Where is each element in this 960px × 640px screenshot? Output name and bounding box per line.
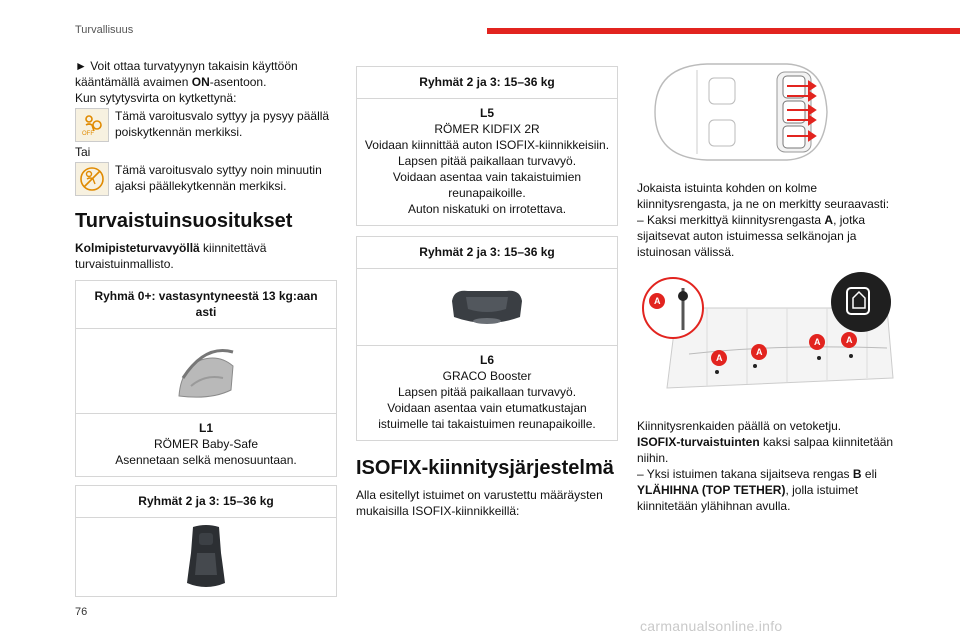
label-a-2: A <box>716 353 723 363</box>
intro-text: ► Voit ottaa turvatyynyn takaisin käyttöön kääntämällä avaimen <box>75 59 298 89</box>
isofix-rings-diagram <box>637 268 899 410</box>
desc-bold: Kolmipisteturvavyöllä <box>75 241 200 255</box>
warning-text-2: Tämä varoitusvalo syttyy noin minuutin ajaksi päällekytkennän merkiksi. <box>115 163 322 193</box>
watermark: carmanualsonline.info <box>640 618 783 634</box>
seat-table-l6 <box>356 236 618 441</box>
warning-row-2 <box>75 162 337 196</box>
seat-name: GRACO Booster <box>442 369 532 383</box>
infant-carrier-image <box>76 329 336 414</box>
page-number: 76 <box>75 606 88 618</box>
label-a-4: A <box>814 337 821 347</box>
table-header: Ryhmä 0+: vastasyntyneestä 13 kg:aan asti <box>76 281 336 329</box>
car-top-view-diagram <box>637 56 899 172</box>
column-3 <box>637 56 899 514</box>
booster-cushion-image <box>357 269 617 346</box>
seat-line-2: Voidaan asentaa vain etumatkustajan istuimelle tai takaistuimen reunapaikoille. <box>378 401 596 431</box>
seat-note: Asennetaan selkä menosuuntaan. <box>115 453 297 467</box>
seat-code: L1 <box>198 421 213 435</box>
p5-text: – Yksi istuimen takana sijaitseva rengas <box>637 467 853 481</box>
seat-code: L6 <box>479 353 494 367</box>
intro-text-end: -asentoon. <box>209 75 267 89</box>
label-a-3: A <box>756 347 763 357</box>
p5-bold-b: B <box>852 467 862 481</box>
rings-a-paragraph <box>637 212 899 260</box>
ignition-on-text: Kun sytytysvirta on kytkettynä: <box>75 91 237 105</box>
airbag-on-warning-icon <box>75 162 109 196</box>
p5-mid: eli <box>861 467 877 481</box>
zipper-paragraph: Kiinnitysrenkaiden päällä on vetoketju. <box>637 419 842 433</box>
p4-rest: kaksi salpaa kiinnitetään niihin. <box>637 435 894 465</box>
warning-row-1 <box>75 108 337 142</box>
label-a-5: A <box>846 335 853 345</box>
table-text <box>357 99 617 225</box>
isofix-heading: ISOFIX-kiinnitysjärjestelmä <box>356 457 614 479</box>
seat-name: RÖMER Baby-Safe <box>153 437 259 451</box>
p5-text-end: , jolla istuimet kiinnitetään ylähihnan avulla. <box>637 483 859 513</box>
table-header: Ryhmät 2 ja 3: 15–36 kg <box>76 486 336 518</box>
desc-rest: kiinnitettävä turvaistuinmallisto. <box>75 241 267 271</box>
seat-line-2: Lapsen pitää paikallaan turvavyö. <box>397 154 577 168</box>
seat-line-1: Lapsen pitää paikallaan turvavyö. <box>397 385 577 399</box>
column-2 <box>356 66 618 519</box>
header-accent-bar <box>487 28 960 34</box>
section-title: Turvallisuus <box>75 24 134 36</box>
seat-line-1: Voidaan kiinnittää auton ISOFIX-kiinnikkeisiin. <box>364 138 610 152</box>
warning-text-1: Tämä varoitusvalo syttyy ja pysyy päällä poiskytkennän merkiksi. <box>115 109 330 139</box>
p2-bold: A <box>824 213 834 227</box>
table-header: Ryhmät 2 ja 3: 15–36 kg <box>357 237 617 269</box>
seat-table-group23 <box>75 485 337 597</box>
or-text: Tai <box>75 145 91 159</box>
highback-booster-image <box>76 518 336 596</box>
airbag-off-warning-icon <box>75 108 109 142</box>
seat-line-3: Voidaan asentaa vain takaistuimien reunapaikoille. <box>392 170 582 200</box>
p5-bold-tether: YLÄHIHNA (TOP TETHER) <box>637 483 786 497</box>
top-tether-paragraph <box>637 466 899 514</box>
seat-name: RÖMER KIDFIX 2R <box>434 122 540 136</box>
seat-table-l5 <box>356 66 618 226</box>
table-header: Ryhmät 2 ja 3: 15–36 kg <box>357 67 617 99</box>
table-text <box>76 414 336 476</box>
seat-table-l1 <box>75 280 337 477</box>
intro-bold: ON <box>191 75 210 89</box>
table-text <box>357 346 617 440</box>
svg-text:OFF: OFF <box>82 131 94 137</box>
intro-paragraph <box>75 58 337 90</box>
recommendations-heading: Turvaistuinsuositukset <box>75 210 293 232</box>
recommendations-desc <box>75 240 337 272</box>
column-1 <box>75 58 337 597</box>
label-a-1: A <box>654 296 661 306</box>
p2-text: – Kaksi merkittyä kiinnitysrengasta <box>637 213 825 227</box>
seat-code: L5 <box>479 106 494 120</box>
latches-paragraph <box>637 434 899 466</box>
p4-bold: ISOFIX-turvaistuinten <box>637 435 760 449</box>
p2-text-end: , jotka sijaitsevat auton istuimessa selkänojan ja istuinosan välissä. <box>637 213 866 259</box>
isofix-intro: Alla esitellyt istuimet on varustettu määräysten mukaisilla ISOFIX-kiinnikkeillä: <box>356 488 603 518</box>
rings-paragraph: Jokaista istuinta kohden on kolme kiinnitysrengasta, ja ne on merkitty seuraavasti: <box>637 181 890 211</box>
seat-line-4: Auton niskatuki on irrotettava. <box>407 202 567 216</box>
